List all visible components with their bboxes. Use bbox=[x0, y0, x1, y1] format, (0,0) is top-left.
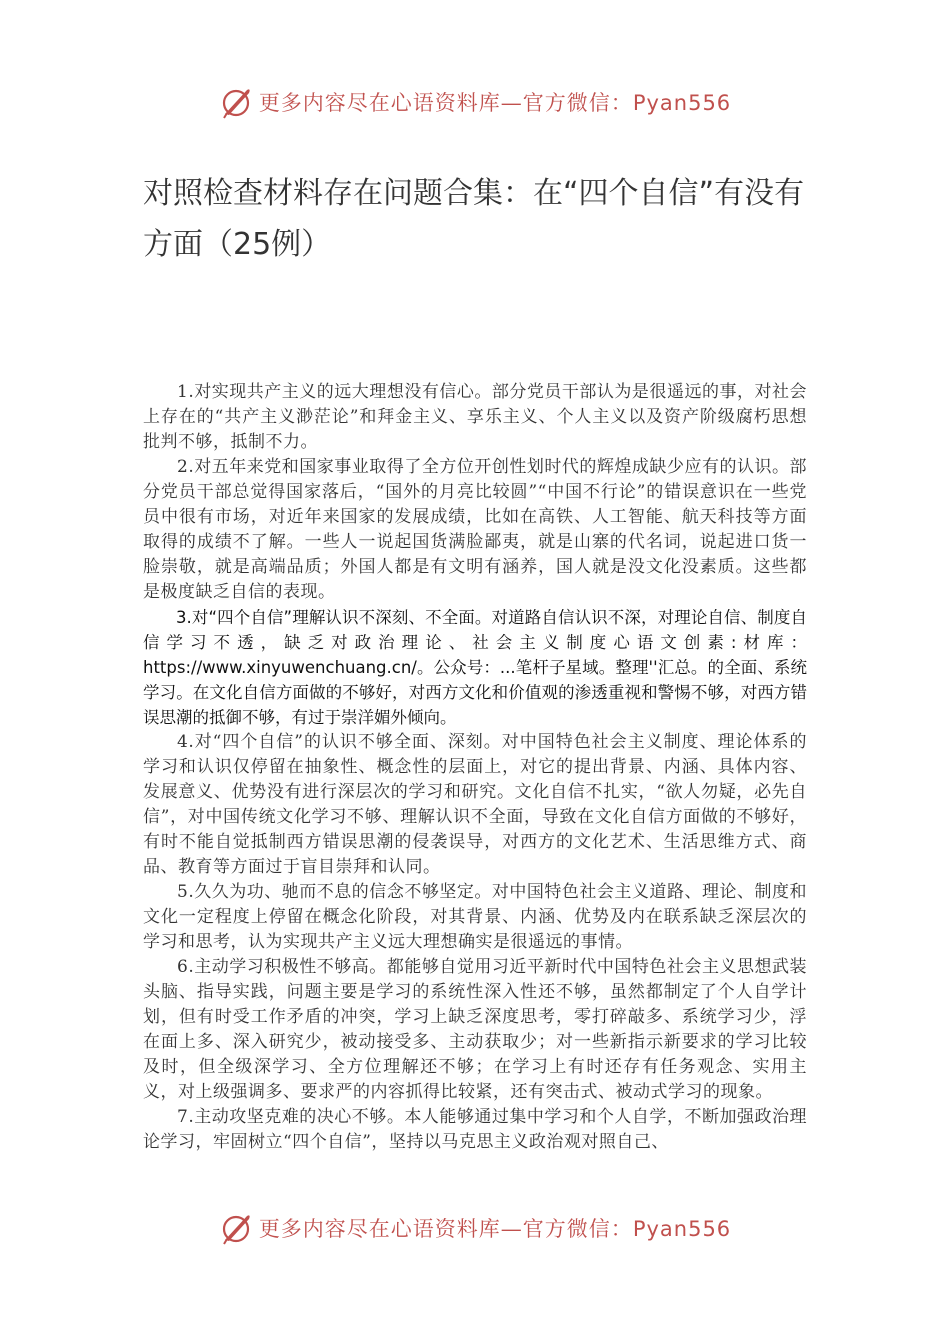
paragraph-6: 6.主动学习积极性不够高。都能够自觉用习近平新时代中国特色社会主义思想武装头脑、指导实践，问题主要是学习的系统性深入性还不够，虽然都制定了个人自学计划，但有时受工作矛盾的冲突，学习上缺乏深度思考，零打碎敲多、系统学习少，浮在面上多、深入研究少，被动接受多、主动获取少；对一些新指示新要求的学习比较及时，但全级深学习、全方位理解还不够；在学习上有时还存有任务观念、实用主义，对上级强调多、要求严的内容抓得比较紧，还有突击式、被动式学习的现象。 bbox=[143, 957, 807, 1102]
footer-wechat-id: Pyan556 bbox=[632, 1217, 732, 1241]
header-banner bbox=[0, 82, 950, 122]
header-slogan bbox=[259, 87, 731, 117]
footer-banner bbox=[0, 1208, 950, 1248]
paragraph-1: 1.对实现共产主义的远大理想没有信心。部分党员干部认为是很遥远的事，对社会上存在的“共产主义渺茫论”和拜金主义、享乐主义、个人主义以及资产阶级腐朽思想批判不够，抵制不力。 bbox=[143, 382, 807, 452]
paragraph-4: 4.对“四个自信”的认识不够全面、深刻。对中国特色社会主义制度、理论体系的学习和认识仅停留在抽象性、概念性的层面上，对它的提出背景、内涵、具体内容、发展意义、优势没有进行深层次的学习和研究。文化自信不扎实，“欲人勿疑，必先自信”，对中国传统文化学习不够、理解认识不全面，导致在文化自信方面做的不够好，有时不能自觉抵制西方错误思潮的侵袭误导，对西方的文化艺术、生活思维方式、商品、教育等方面过于盲目崇拜和认同。 bbox=[143, 732, 807, 877]
document-title: 对照检查材料存在问题合集：在“四个自信”有没有方面（25例） bbox=[143, 176, 805, 262]
footer-slogan-text: 更多内容尽在心语资料库—官方微信： bbox=[258, 1217, 633, 1241]
document-body bbox=[143, 380, 807, 1155]
paragraph-7: 7.主动攻坚克难的决心不够。本人能够通过集中学习和个人自学，不断加强政治理论学习，牢固树立“四个自信”，坚持以马克思主义政治观对照自己、 bbox=[143, 1107, 807, 1152]
footer-slogan bbox=[259, 1213, 731, 1243]
header-wechat-id: Pyan556 bbox=[632, 91, 732, 115]
quill-logo-icon bbox=[219, 1210, 255, 1246]
paragraph-5: 5.久久为功、驰而不息的信念不够坚定。对中国特色社会主义道路、理论、制度和文化一定程度上停留在概念化阶段，对其背景、内涵、优势及内在联系缺乏深层次的学习和思考，认为实现共产主义远大理想确实是很遥远的事情。 bbox=[143, 882, 807, 952]
header-slogan-text: 更多内容尽在心语资料库—官方微信： bbox=[258, 91, 633, 115]
quill-logo-icon bbox=[219, 84, 255, 120]
paragraph-2: 2.对五年来党和国家事业取得了全方位开创性划时代的辉煌成缺少应有的认识。部分党员干部总觉得国家落后，“国外的月亮比较圆”“中国不行论”的错误意识在一些党员中很有市场，对近年来国家的发展成绩，比如在高铁、人工智能、航天科技等方面取得的成绩不了解。一些人一说起国货满脸鄙夷，就是山寨的代名词，说起进口货一脸崇敬，就是高端品质；外国人都是有文明有涵养，国人就是没文化没素质。这些都是极度缺乏自信的表现。 bbox=[143, 457, 807, 602]
paragraph-3: 3.对“四个自信”理解认识不深刻、不全面。对道路自信认识不深，对理论自信、制度自信学习不透，缺乏对政治理论、社会主义制度心语文创素:材库：https://www.xinyuwenchuang.cn/。公众号：...笔杆子星域。整理''汇总。的全面、系统学习。在文化自信方面做的不够好，对西方文化和价值观的渗透重视和警惕不够，对西方错误思潮的抵御不够，有过于崇洋媚外倾向。 bbox=[143, 608, 807, 727]
